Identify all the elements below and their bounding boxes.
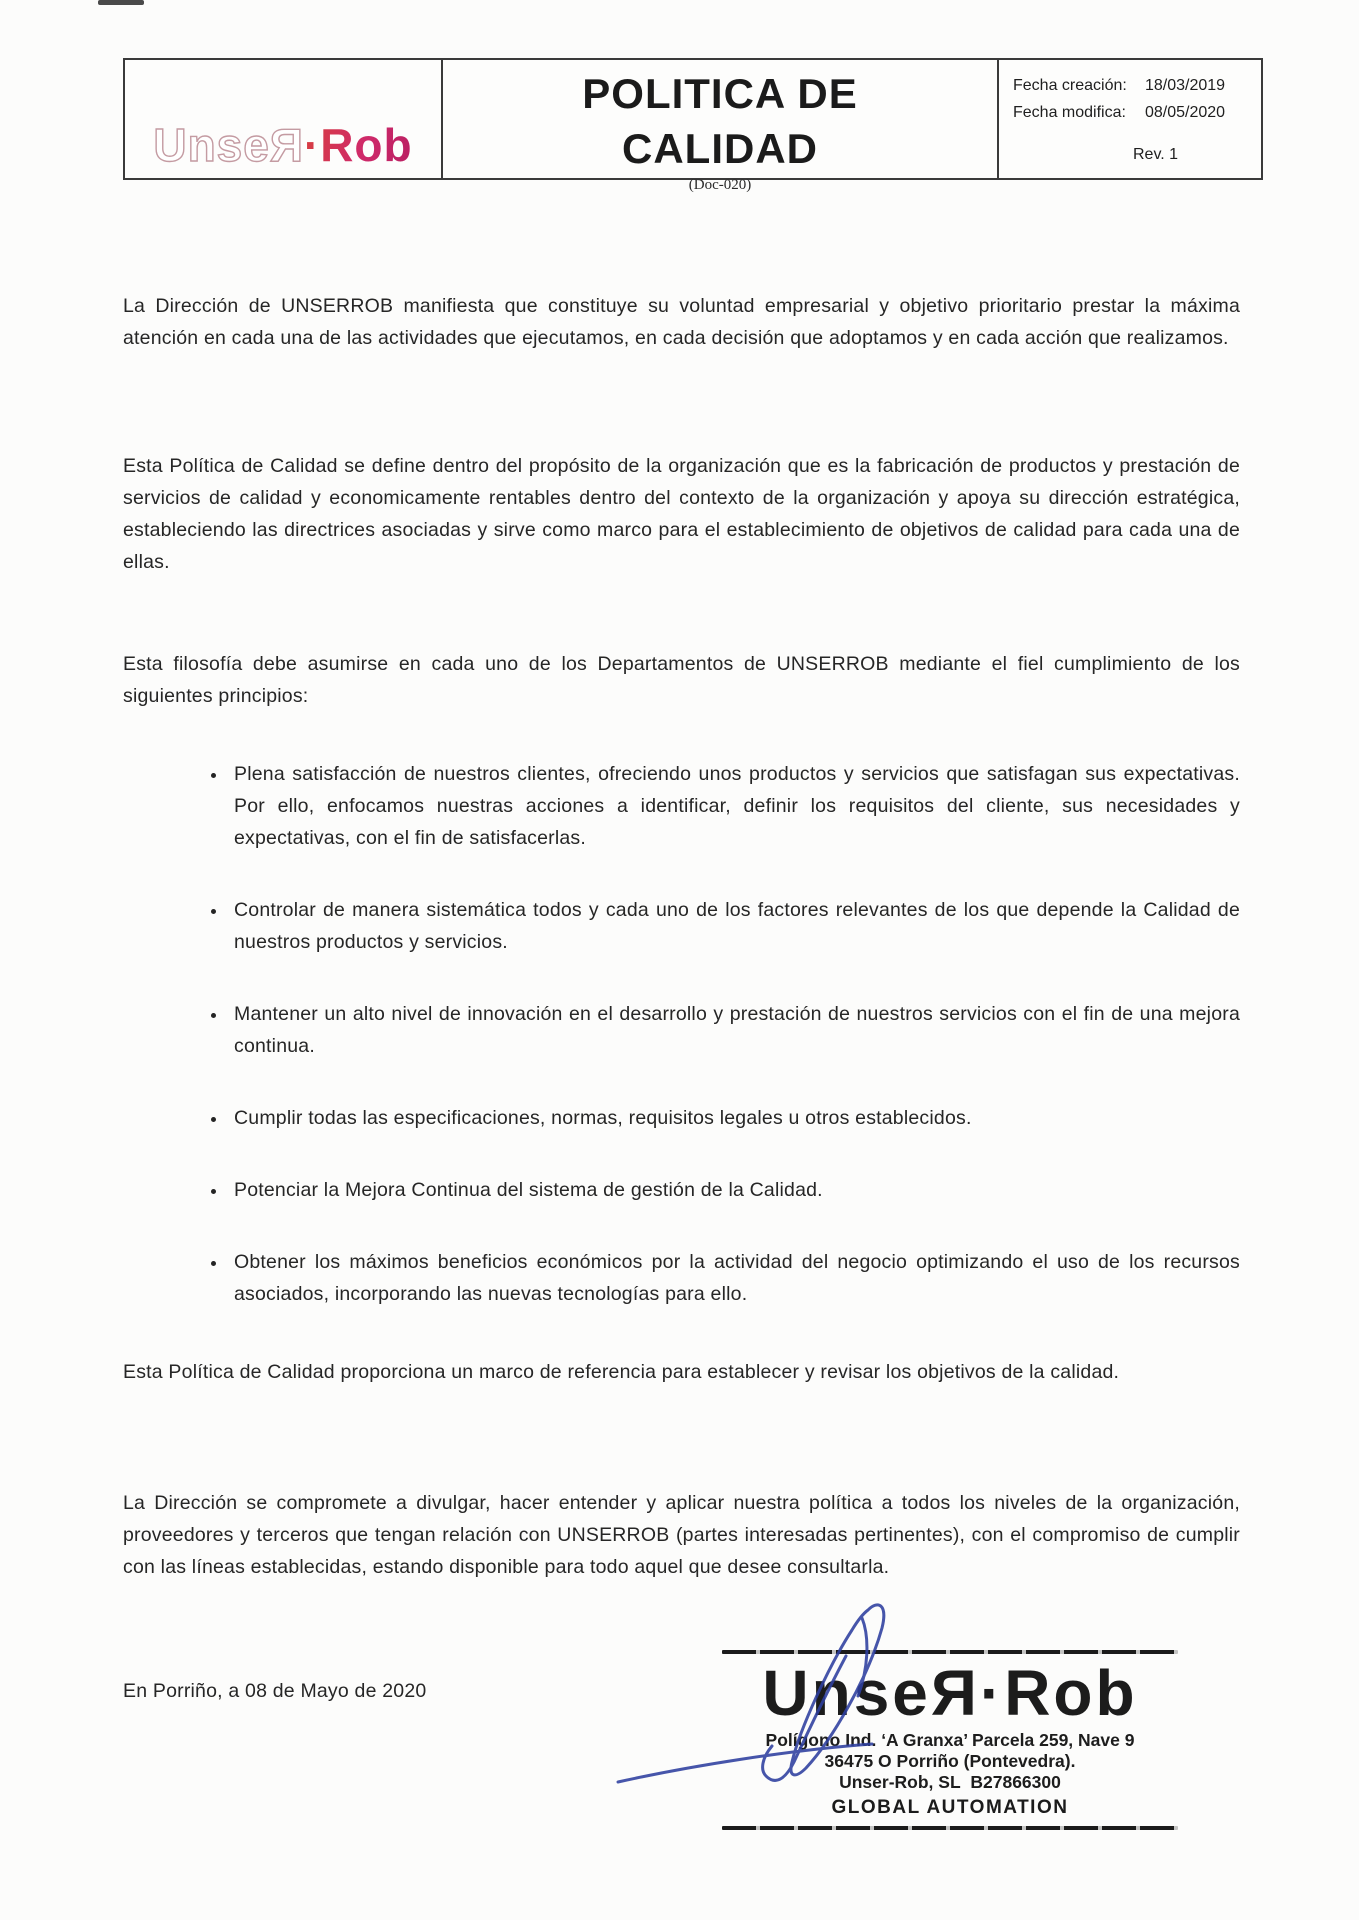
dates-cell <box>999 60 1261 178</box>
principle-item <box>228 1174 1240 1206</box>
stamp-rule-top <box>722 1650 1178 1654</box>
revision-label: Rev. 1 <box>1133 146 1179 163</box>
document-title-line-2: CALIDAD <box>622 125 818 172</box>
company-stamp <box>722 1650 1178 1830</box>
paragraph-commitment: La Dirección se compromete a divulgar, hacer entender y aplicar nuestra política a todos los niveles de la organización, proveedores y terceros que tengan relación con UNSERROB (partes interesadas pertinentes), con el compromiso de cumplir con las líneas establecidas, estando disponible para todo aquel que desee consultarla. <box>123 1492 1240 1578</box>
fecha-creacion-row <box>1013 72 1251 99</box>
logo-outline-text: UnseЯ <box>153 119 304 171</box>
document-title-line-1: POLITICA DE <box>582 70 858 117</box>
stamp-rule-bottom <box>722 1826 1178 1830</box>
fecha-creacion-label: Fecha creación: <box>1013 77 1127 94</box>
principle-item <box>228 1102 1240 1134</box>
paragraph-scope: Esta Política de Calidad se define dentro del propósito de la organización que es la fabricación de productos y prestación de servicios de calidad y economicamente rentables dentro del contexto de la organización y apoya su dirección estratégica, estableciendo las directrices asociadas y sirve como marco para el establecimiento de objetivos de calidad para cada una de ellas. <box>123 455 1240 573</box>
paragraph-philosophy: Esta filosofía debe asumirse en cada uno de los Departamentos de UNSERROB mediante el fiel cumplimiento de los siguientes principios: <box>123 653 1240 707</box>
principle-item <box>228 758 1240 854</box>
principle-text: Mantener un alto nivel de innovación en el desarrollo y prestación de nuestros servicios con el fin de una mejora continua. <box>234 1003 1240 1057</box>
fecha-creacion-value: 18/03/2019 <box>1145 77 1226 94</box>
principle-item <box>228 998 1240 1062</box>
company-logo <box>125 60 443 178</box>
fecha-modifica-row <box>1013 99 1251 126</box>
place-date-line: En Porriño, a 08 de Mayo de 2020 <box>123 1680 427 1702</box>
stamp-logo-text: UnseЯ·Rob <box>762 1657 1138 1729</box>
header-table <box>123 58 1263 193</box>
stamp-address-line-3: Unser-Rob, SL B27866300 <box>839 1772 1061 1792</box>
principle-text: Cumplir todas las especificaciones, normas, requisitos legales u otros establecidos. <box>234 1107 972 1129</box>
principle-text: Potenciar la Mejora Continua del sistema de gestión de la Calidad. <box>234 1179 823 1201</box>
principle-text: Plena satisfacción de nuestros clientes, ofreciendo unos productos y servicios que satisfagan sus expectativas. Por ello, enfocamos nuestras acciones a identificar, definir los requisitos del cliente, sus necesidades y expectativas, con el fin de satisfacerlas. <box>234 763 1240 849</box>
fecha-modifica-value: 08/05/2020 <box>1145 104 1226 121</box>
principle-item <box>228 894 1240 958</box>
document-title-cell <box>443 60 999 193</box>
fecha-modifica-label: Fecha modifica: <box>1013 104 1126 121</box>
principle-item <box>228 1246 1240 1310</box>
paragraph-framework: Esta Política de Calidad proporciona un marco de referencia para establecer y revisar los objetivos de la calidad. <box>123 1361 1120 1383</box>
doc-code: (Doc-020) <box>688 177 752 193</box>
logo-solid-text: ·Rob <box>303 119 413 171</box>
principle-text: Controlar de manera sistemática todos y cada uno de los factores relevantes de los que depende la Calidad de nuestros productos y servicios. <box>234 899 1240 953</box>
principle-text: Obtener los máximos beneficios económicos por la actividad del negocio optimizando el uso de los recursos asociados, incorporando las nuevas tecnologías para ello. <box>234 1251 1240 1305</box>
principles-list <box>123 758 1240 1310</box>
scan-artifact <box>98 0 144 5</box>
paragraph-intro: La Dirección de UNSERROB manifiesta que constituye su voluntad empresarial y objetivo prioritario prestar la máxima atención en cada una de las actividades que ejecutamos, en cada decisión que adoptamos y en cada acción que realizamos. <box>123 295 1240 349</box>
logo-wordmark <box>153 119 413 171</box>
stamp-address-line-1: Polígono Ind. ‘A Granxa’ Parcela 259, Nave 9 <box>765 1730 1135 1750</box>
stamp-address-line-2: 36475 O Porriño (Pontevedra). <box>824 1751 1076 1771</box>
stamp-tagline: GLOBAL AUTOMATION <box>831 1797 1069 1818</box>
